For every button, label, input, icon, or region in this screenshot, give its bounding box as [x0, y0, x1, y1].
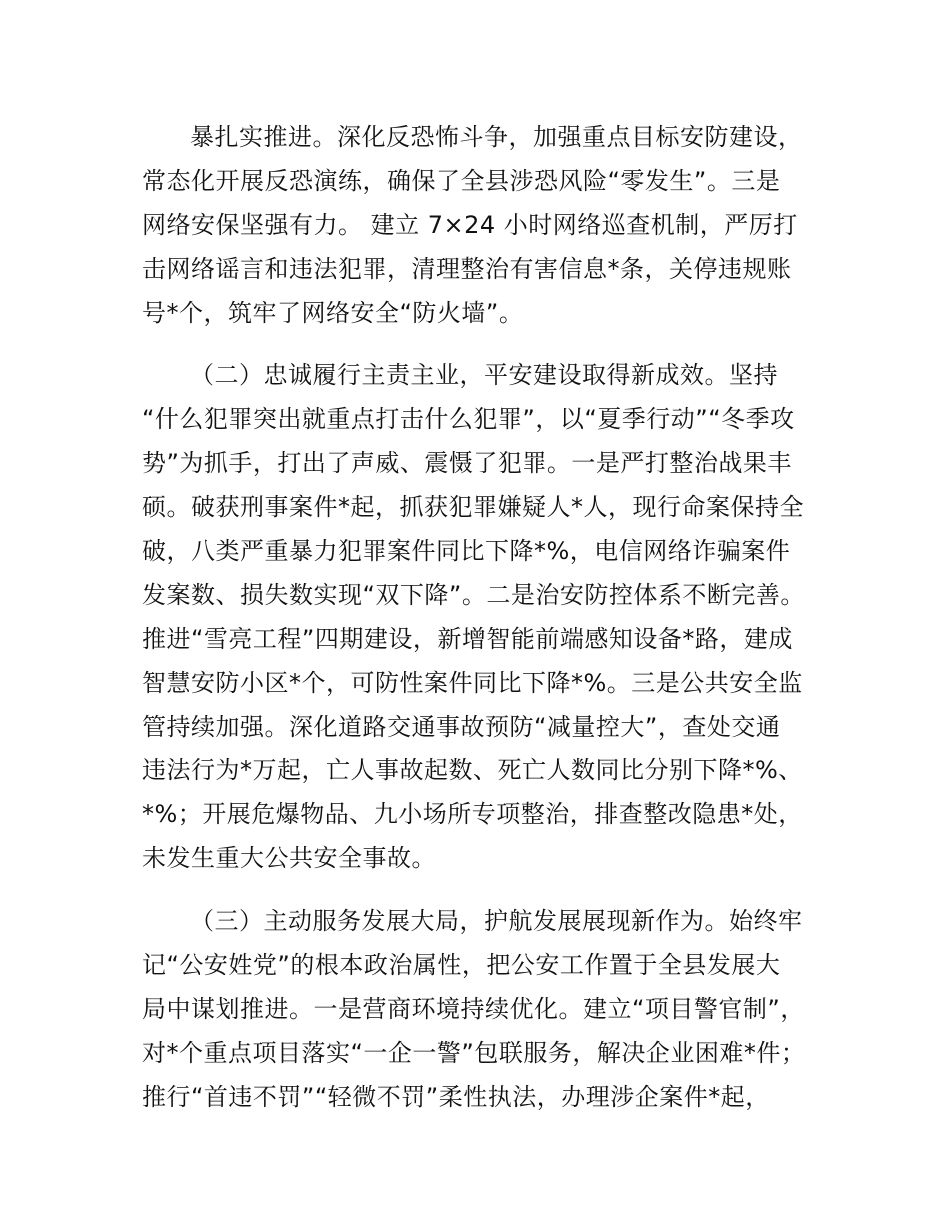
text-line: 网络安保坚强有力。 建立 7×24 小时网络巡查机制，严厉打 — [142, 210, 798, 239]
text-line: 号*个，筑牢了网络安全“防火墙”。 — [142, 298, 524, 327]
paragraph-1 — [142, 116, 842, 335]
paragraph-3 — [142, 900, 842, 1119]
text-line: 推进“雪亮工程”四期建设，新增智能前端感知设备*路，建成 — [142, 624, 793, 653]
text-line: *%；开展危爆物品、九小场所专项整治，排查整改隐患*处， — [142, 800, 803, 829]
text-line: （三）主动服务发展大局，护航发展展现新作为。始终牢 — [190, 907, 803, 936]
text-line: 暴扎实推进。深化反恐怖斗争，加强重点目标安防建设， — [190, 123, 803, 151]
text-line: 未发生重大公共安全事故。 — [142, 844, 436, 873]
text-line: （二）忠诚履行主责主业，平安建设取得新成效。坚持 — [190, 361, 778, 390]
text-line: 破，八类严重暴力犯罪案件同比下降*%，电信网络诈骗案件 — [142, 537, 791, 566]
text-line: 局中谋划推进。一是营商环境持续优化。建立“项目警官制”， — [142, 994, 805, 1023]
text-line: 常态化开展反恐演练，确保了全县涉恐风险“零发生”。三是 — [142, 166, 781, 195]
text-line: 管持续加强。深化道路交通事故预防“减量控大”，查处交通 — [142, 712, 781, 741]
text-line: 智慧安防小区*个，可防性案件同比下降*%。三是公共安全监 — [142, 668, 803, 697]
text-line: 记“公安姓党”的根本政治属性，把公安工作置于全县发展大 — [142, 951, 781, 980]
text-line: 势”为抓手，打出了声威、震慑了犯罪。一是严打整治战果丰 — [142, 449, 792, 478]
text-line: 对*个重点项目落实“一企一警”包联服务，解决企业困难*件； — [142, 1038, 806, 1067]
text-line: 击网络谣言和违法犯罪，清理整治有害信息*条，关停违规账 — [142, 254, 792, 283]
text-line: 硕。破获刑事案件*起，抓获犯罪嫌疑人*人，现行命案保持全 — [142, 493, 804, 522]
text-line: 推行“首违不罚”“轻微不罚”柔性执法，办理涉企案件*起， — [142, 1082, 770, 1111]
text-line: “什么犯罪突出就重点打击什么犯罪”，以“夏季行动”“冬季攻 — [142, 405, 795, 434]
paragraph-2 — [142, 354, 842, 881]
text-line: 发案数、损失数实现“双下降”。二是治安防控体系不断完善。 — [142, 580, 805, 609]
text-line: 违法行为*万起，亡人事故起数、死亡人数同比分别下降*%、 — [142, 756, 803, 785]
body-text — [142, 116, 842, 1120]
